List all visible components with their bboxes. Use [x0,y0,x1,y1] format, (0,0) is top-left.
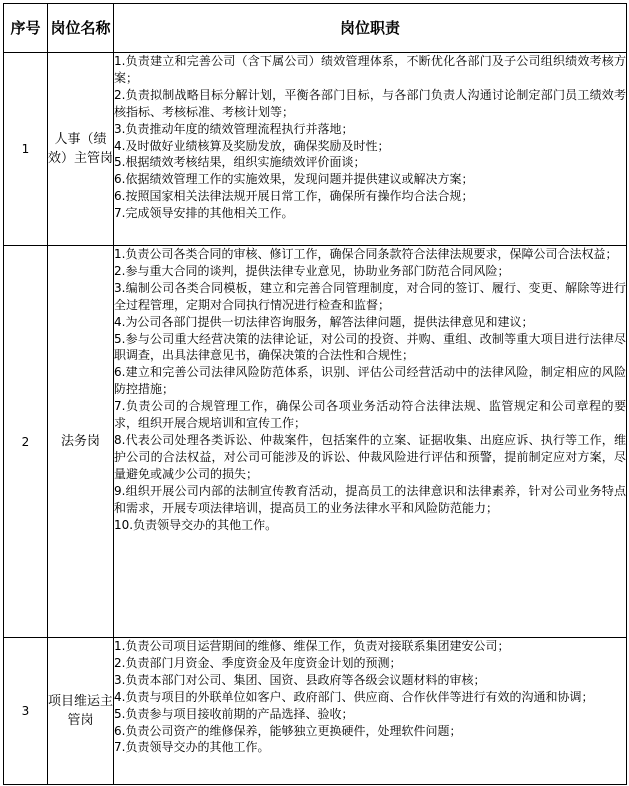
job-duties-table [3,3,627,785]
duty-item: 6.建立和完善公司法律风险防范体系，识别、评估公司经营活动中的法律风险，制定相应的风险防控措施； [114,365,626,397]
table-row [4,53,627,246]
header-row [4,4,627,53]
duty-item: 4.负责与项目的外联单位如客户、政府部门、供应商、合作伙伴等进行有效的沟通和协调； [114,689,594,704]
row-duties [114,246,627,638]
duty-item: 2.参与重大合同的谈判，提供法律专业意见，协助业务部门防范合同风险； [114,263,510,278]
duty-item: 7.负责公司的合规管理工作，确保公司各项业务活动符合法律法规、监管规定和公司章程的要求，组织开展合规培训和宣传工作； [114,399,626,431]
row-post-name: 法务岗 [48,246,114,638]
duty-item: 6.依据绩效管理工作的实施效果，发现问题并提供建议或解决方案； [114,172,474,187]
duty-item: 4.及时做好业绩核算及奖励发放，确保奖励及时性； [114,138,390,153]
header-duties: 岗位职责 [114,4,627,53]
duty-item: 8.代表公司处理各类诉讼、仲裁案件，包括案件的立案、证据收集、出庭应诉、执行等工作，维护公司的合法权益，对公司可能涉及的诉讼、仲裁风险进行评估和预警，提前制定应对方案，尽量避免或减少公司的损失； [114,432,626,481]
duty-item: 1.负责公司各类合同的审核、修订工作，确保合同条款符合法律法规要求，保障公司合法权益； [114,247,618,261]
duty-item: 2.负责拟制战略目标分解计划，平衡各部门目标，与各部门负责人沟通讨论制定部门员工绩效考核指标、考核标准、考核计划等； [114,87,626,119]
header-post-name: 岗位名称 [48,4,114,53]
duty-item: 3.负责本部门对公司、集团、国资、县政府等各级会议题材料的审核； [114,672,486,687]
duty-item: 6.按照国家相关法律法规开展日常工作，确保所有操作均合法合规； [114,189,474,204]
header-seq: 序号 [4,4,48,53]
duty-item: 7.完成领导安排的其他相关工作。 [114,206,294,221]
duty-item: 4.为公司各部门提供一切法律咨询服务，解答法律问题，提供法律意见和建议； [114,314,534,329]
row-duties [114,638,627,785]
table-row [4,246,627,638]
duty-item: 1.负责公司项目运营期间的维修、维保工作，负责对接联系集团建安公司； [114,639,510,653]
table-row [4,638,627,785]
row-duties [114,53,627,246]
duty-item: 5.根据绩效考核结果，组织实施绩效评价面谈； [114,155,366,170]
duty-item: 3.编制公司各类合同模板，建立和完善合同管理制度，对合同的签订、履行、变更、解除等进行全过程管理，定期对合同执行情况进行检查和监督； [114,280,626,312]
duty-item: 1.负责建立和完善公司（含下属公司）绩效管理体系，不断优化各部门及子公司组织绩效考核方案； [114,54,626,85]
row-post-name: 人事（绩效）主管岗 [48,53,114,246]
duty-item: 9.组织开展公司内部的法制宣传教育活动，提高员工的法律意识和法律素养，针对公司业务特点和需求，开展专项法律培训，提高员工的业务法律水平和风险防范能力； [114,483,626,515]
row-seq: 2 [4,246,48,638]
duty-item: 10.负责领导交办的其他工作。 [114,517,278,532]
row-seq: 3 [4,638,48,785]
duty-item: 3.负责推动年度的绩效管理流程执行并落地； [114,121,354,136]
duty-item: 5.参与公司重大经营决策的法律论证，对公司的投资、并购、重组、改制等重大项目进行法律尽职调查，出具法律意见书，确保决策的合法性和合规性； [114,331,626,363]
duty-item: 7.负责领导交办的其他工作。 [114,740,270,755]
row-seq: 1 [4,53,48,246]
row-post-name: 项目维运主管岗 [48,638,114,785]
duty-item: 2.负责部门月资金、季度资金及年度资金计划的预测； [114,655,402,670]
duty-item: 5.负责参与项目接收前期的产品选择、验收； [114,706,354,721]
duty-item: 6.负责公司资产的维修保养，能够独立更换硬件，处理软件问题； [114,723,462,738]
